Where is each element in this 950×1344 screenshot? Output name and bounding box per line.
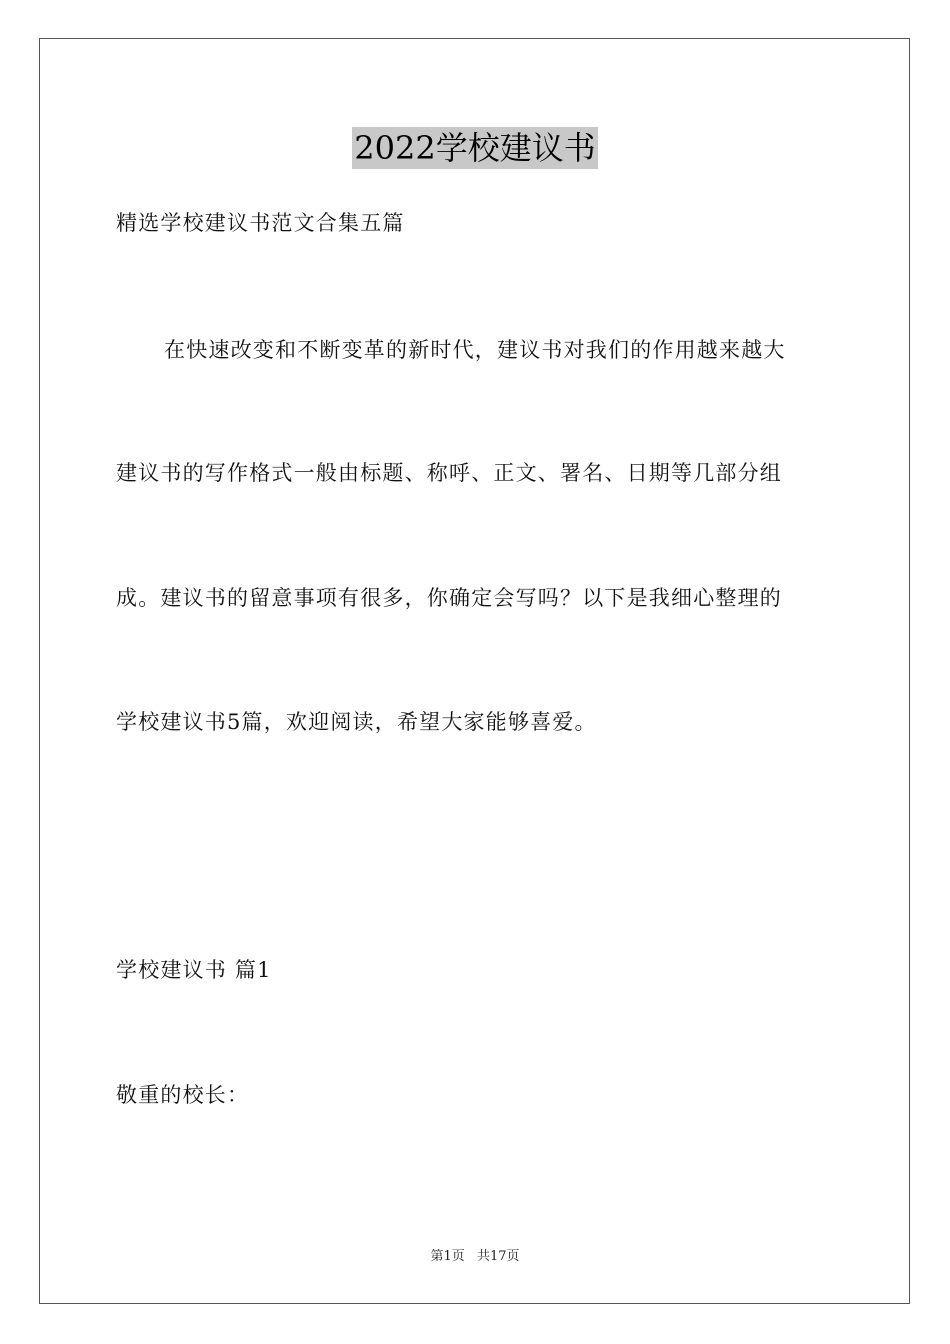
intro-line-2: 建议书的写作格式一般由标题、称呼、正文、署名、日期等几部分组 bbox=[116, 461, 782, 485]
page-footer bbox=[0, 1248, 950, 1266]
document-title: 2022学校建议书 bbox=[354, 129, 596, 167]
section-heading: 学校建议书 篇1 bbox=[116, 958, 272, 982]
intro-line-4: 学校建议书5篇，欢迎阅读，希望大家能够喜爱。 bbox=[116, 710, 597, 734]
intro-line-1: 在快速改变和不断变革的新时代，建议书对我们的作用越来越大 bbox=[164, 338, 786, 362]
salutation: 敬重的校长： bbox=[116, 1083, 250, 1107]
intro-line-3: 成。建议书的留意事项有很多，你确定会写吗？以下是我细心整理的 bbox=[116, 586, 782, 610]
title-container bbox=[0, 127, 950, 169]
document-subtitle: 精选学校建议书范文合集五篇 bbox=[116, 211, 405, 235]
page-number-current: 第1页 bbox=[430, 1249, 465, 1264]
page-number-total: 共17页 bbox=[476, 1249, 520, 1264]
